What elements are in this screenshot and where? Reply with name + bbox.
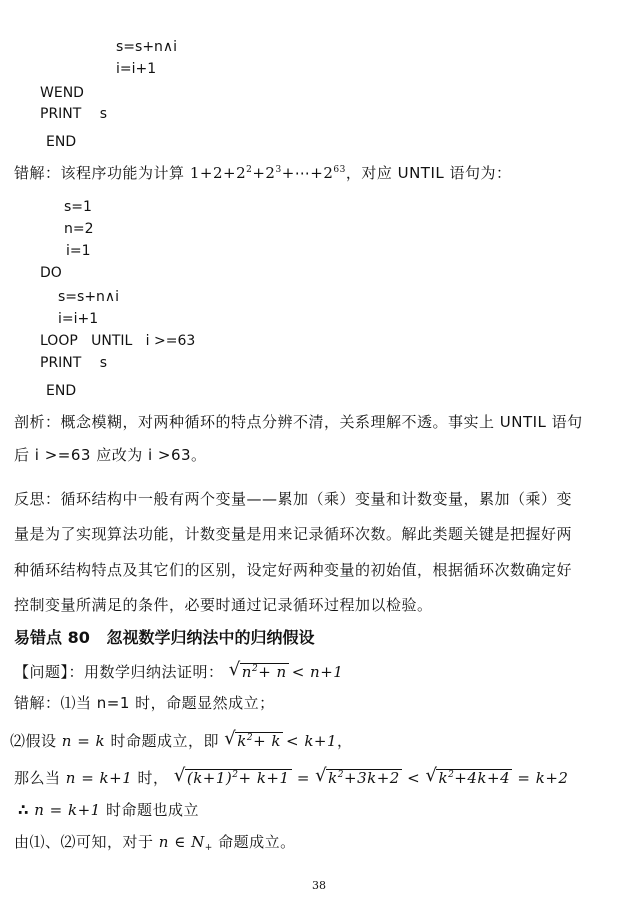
- error-solution-line: [14, 166, 512, 181]
- page-number: 38: [312, 879, 326, 892]
- reflection-line: 种循环结构特点及其它们的区别，设定好两种变量的初始值，根据循环次数确定好: [14, 561, 573, 579]
- code-line: END: [46, 383, 77, 399]
- therefore-symbol: ∴: [18, 801, 29, 819]
- code-line: n=2: [64, 221, 94, 237]
- code-line: i=i+1: [116, 61, 157, 77]
- code-line: i=1: [66, 243, 91, 259]
- proof-step-2: ⑵假设 n = k 时命题成立，即 √ $k^2+ k < k+1$，: [10, 732, 353, 749]
- error-text: 该程序功能为计算: [60, 164, 185, 182]
- problem-formula: √ $n^2+ n < n+1$: [229, 663, 344, 681]
- code-line: DO: [40, 265, 62, 281]
- problem-label: 【问题】：用数学归纳法证明：: [14, 663, 224, 681]
- reflection-line: 控制变量所满足的条件，必要时通过记录循环过程加以检验。: [14, 596, 433, 614]
- reflection-line: 反思：循环结构中一般有两个变量——累加（乘）变量和计数变量，累加（乘）变: [14, 490, 573, 508]
- section-title: 易错点 80 忽视数学归纳法中的归纳假设: [14, 628, 315, 647]
- code-line: END: [46, 134, 77, 150]
- proof-step-1: 错解：⑴当 n=1 时，命题显然成立；: [14, 694, 275, 712]
- code-line: i=i+1: [58, 311, 99, 327]
- code-line: s=s+n∧i: [116, 39, 178, 55]
- error-text-tail: ，对应 UNTIL 语句为：: [345, 164, 512, 182]
- code-keyword: PRINT: [40, 355, 82, 371]
- code-line: [40, 107, 107, 121]
- sum-formula: $1+2+2^2+2^3+\cdots+2^{63}$: [189, 164, 346, 182]
- proof-step-4: ∴ n = k+1 时命题也成立: [18, 801, 199, 819]
- code-keyword: PRINT: [40, 106, 82, 122]
- reflection-line: 量是为了实现算法功能，计数变量是用来记录循环次数。解此类题关键是把握好两: [14, 525, 573, 543]
- code-line: [40, 356, 107, 370]
- code-line: LOOP UNTIL i >=63: [40, 333, 196, 349]
- code-line: s=s+n∧i: [58, 289, 120, 305]
- code-line: WEND: [40, 85, 84, 101]
- code-line: s=1: [64, 199, 92, 215]
- code-variable: s: [99, 106, 108, 122]
- proof-step-5: 由⑴、⑵可知，对于 n ∈ $N_+$ 命题成立。: [14, 833, 296, 853]
- error-label: 错解：: [14, 164, 61, 182]
- analysis-line: 剖析：概念模糊，对两种循环的特点分辨不清，关系理解不透。事实上 UNTIL 语句: [14, 413, 583, 431]
- analysis-line: 后 i >=63 应改为 i >63。: [14, 446, 207, 464]
- proof-step-3: 那么当 n = k+1 时， √ $(k+1)^2+ k+1$ = √ $k^2+3k+2$ < √ $k^2+4k+4 = k+2$: [14, 769, 568, 786]
- code-variable: s: [99, 355, 108, 371]
- problem-statement: [14, 663, 343, 680]
